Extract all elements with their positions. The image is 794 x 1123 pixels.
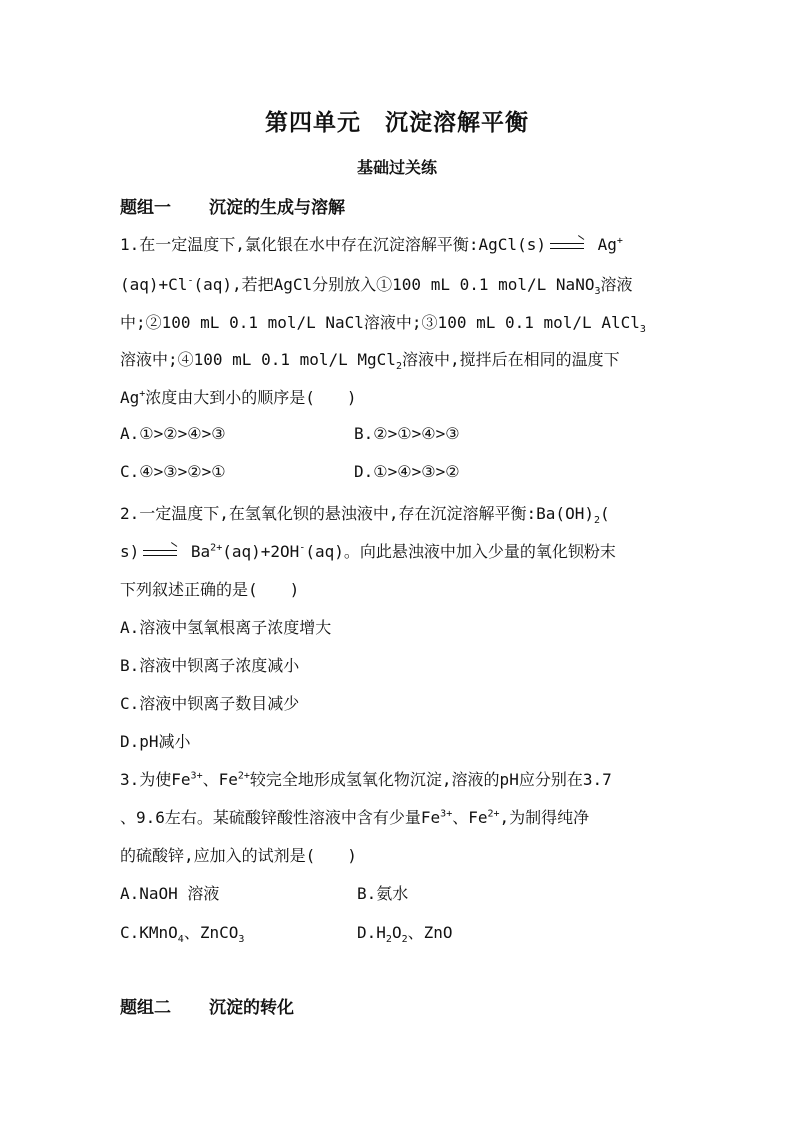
q1-line-3 (120, 310, 646, 336)
q2-option-c: C.溶液中钡离子数目减少 (120, 694, 300, 713)
q1-option-b: B.②>①>④>③ (354, 424, 460, 443)
page-subtitle: 基础过关练 (356, 158, 437, 177)
subscript: 4 (177, 934, 184, 946)
q2-line-3 (120, 577, 299, 600)
q2-option-d: D.pH减小 (120, 732, 191, 751)
equilibrium-arrow-icon (143, 548, 177, 558)
q1-text: Ag (120, 388, 140, 407)
subscript: 3 (238, 934, 245, 946)
q2-text: (aq)+2OH (222, 542, 300, 561)
subscript: 2 (385, 934, 392, 946)
q3-text: 、Fe (202, 770, 238, 789)
q3-text: 较完全地形成氢氧化物沉淀,溶液的pH应分别在3.7 (249, 770, 612, 789)
q3-line-3 (120, 843, 357, 866)
q3-option-d (357, 920, 453, 946)
option-text: O (391, 923, 402, 942)
q1-line-4 (120, 347, 620, 373)
q1-text: 中;②100 mL 0.1 mol/L NaCl溶液中;③100 mL 0.1 mol/L AlCl (120, 313, 640, 332)
q2-option-b: B.溶液中钡离子浓度减小 (120, 656, 300, 675)
superscript: + (139, 388, 146, 400)
q2-text: 2.一定温度下,在氢氧化钡的悬浊液中,存在沉淀溶解平衡:Ba(OH) (120, 504, 594, 523)
q2-text: Ba (181, 542, 211, 561)
group-title: 沉淀的转化 (209, 998, 294, 1018)
superscript: 2+ (237, 770, 250, 782)
q2-text: 下列叙述正确的是( ) (120, 580, 300, 599)
superscript: 3+ (440, 808, 453, 820)
subscript: 2 (593, 515, 600, 527)
subscript: 3 (639, 324, 646, 336)
group-title: 沉淀的生成与溶解 (209, 198, 345, 218)
option-text: 、ZnO (407, 923, 453, 942)
q3-line-1 (120, 767, 612, 790)
option-text: D.H (357, 923, 386, 942)
q3-text: 、9.6左右。某硫酸锌酸性溶液中含有少量Fe (120, 808, 441, 827)
subscript: 2 (401, 934, 408, 946)
superscript: 2+ (487, 808, 500, 820)
q1-line-1 (120, 232, 623, 255)
superscript: - (187, 275, 194, 287)
q1-text: Ag (587, 235, 617, 254)
equilibrium-arrow-icon (550, 241, 584, 251)
group-label: 题组一 (120, 198, 171, 218)
group-heading-1 (120, 193, 345, 218)
superscript: - (299, 542, 306, 554)
q2-text: ( (600, 504, 610, 523)
group-label: 题组二 (120, 998, 171, 1018)
q3-option-a: A.NaOH 溶液 (120, 884, 220, 903)
q1-text: (aq),若把AgCl分别放入①100 mL 0.1 mol/L NaNO (193, 275, 595, 294)
q1-line-5 (120, 385, 357, 408)
q1-text: 溶液中;④100 mL 0.1 mol/L MgCl (120, 350, 396, 369)
q3-text: ,为制得纯净 (499, 808, 590, 827)
q1-text: 1.在一定温度下,氯化银在水中存在沉淀溶解平衡:AgCl(s) (120, 235, 546, 254)
q2-line-1 (120, 501, 610, 527)
q1-text: 浓度由大到小的顺序是( ) (145, 388, 357, 407)
q1-text: (aq)+Cl (120, 275, 188, 294)
q1-option-d: D.①>④>③>② (354, 462, 460, 481)
q2-option-a: A.溶液中氢氧根离子浓度增大 (120, 618, 332, 637)
q1-option-a: A.①>②>④>③ (120, 424, 226, 443)
superscript: 3+ (190, 770, 203, 782)
option-text: 、ZnCO (183, 923, 239, 942)
subscript: 3 (594, 286, 601, 298)
q2-text: (aq)。向此悬浊液中加入少量的氧化钡粉末 (305, 542, 616, 561)
superscript: 2+ (210, 542, 223, 554)
page-title: 第四单元 沉淀溶解平衡 (265, 109, 529, 136)
q2-line-2 (120, 539, 616, 562)
q2-text: s) (120, 542, 140, 561)
q3-text: 3.为使Fe (120, 770, 191, 789)
option-text: C.KMnO (120, 923, 178, 942)
q1-text: 溶液中,搅拌后在相同的温度下 (401, 350, 620, 369)
superscript: + (616, 235, 623, 247)
q1-option-c: C.④>③>②>① (120, 462, 226, 481)
q3-option-b: B.氨水 (357, 884, 409, 903)
subscript: 2 (395, 361, 402, 373)
q3-line-2 (120, 805, 589, 828)
q1-line-2 (120, 272, 633, 298)
q1-text: 溶液 (600, 275, 633, 294)
group-heading-2 (120, 993, 294, 1018)
q3-option-c (120, 920, 245, 946)
q3-text: 的硫酸锌,应加入的试剂是( ) (120, 846, 357, 865)
q3-text: 、Fe (452, 808, 488, 827)
